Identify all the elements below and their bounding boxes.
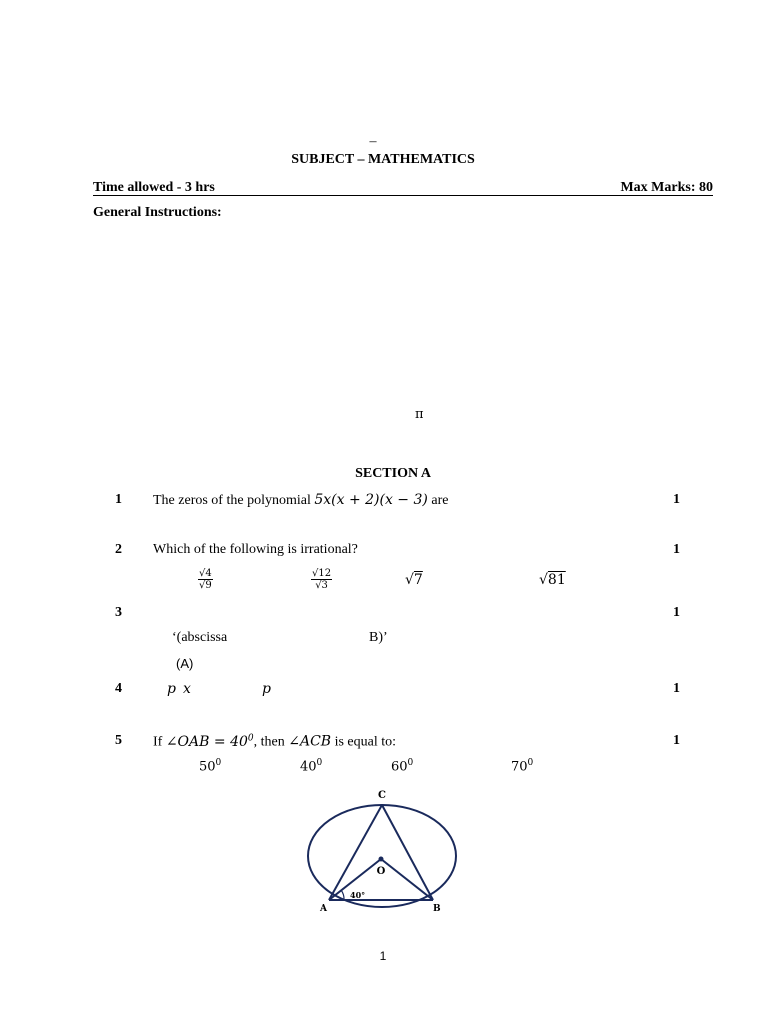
q2-option-d-radicand: 81 xyxy=(547,572,566,588)
q5-mid: , then xyxy=(253,734,285,750)
q2-option-a-num: √4 xyxy=(199,568,212,579)
label-c: C xyxy=(378,790,386,801)
q1-number: 1 xyxy=(115,492,122,507)
q5-option-d xyxy=(511,758,533,774)
q2-option-c-radicand: 7 xyxy=(413,572,423,588)
q5-option-b-exp: 0 xyxy=(316,758,323,768)
header-rule xyxy=(93,195,713,196)
q5-marks: 1 xyxy=(673,733,680,748)
label-o: O xyxy=(376,866,386,877)
circumscribed-circle xyxy=(308,805,456,907)
q5-angle-oab-base: ∠OAB = 40 xyxy=(165,733,248,750)
center-point xyxy=(379,857,384,862)
page-title: SUBJECT – MATHEMATICS xyxy=(291,152,475,167)
q3-marks: 1 xyxy=(673,605,680,620)
q5-option-c-base: 60 xyxy=(391,759,408,775)
q2-option-a-den: √9 xyxy=(199,580,212,591)
header-dash: – xyxy=(369,134,377,149)
q1-text xyxy=(153,492,448,509)
q4-marks: 1 xyxy=(673,681,680,696)
q2-option-c: √7 xyxy=(405,572,423,588)
max-marks: Max Marks: 80 xyxy=(620,180,713,195)
q2-option-d: √81 xyxy=(539,572,566,588)
q5-number: 5 xyxy=(115,733,122,748)
page-number: 1 xyxy=(379,949,387,963)
q5-option-a xyxy=(199,758,221,774)
q2-option-b-num: √12 xyxy=(312,568,332,579)
q5-prefix: If xyxy=(153,734,163,750)
q5-option-c xyxy=(391,758,413,774)
q2-option-a xyxy=(198,568,213,591)
q3-fragment-abscissa: ‘(abscissa xyxy=(172,630,228,645)
q5-option-d-base: 70 xyxy=(511,759,528,775)
q2-marks: 1 xyxy=(673,542,680,557)
q4-var-p: p xyxy=(167,681,176,697)
pi-symbol: π xyxy=(415,407,424,422)
q5-option-a-base: 50 xyxy=(199,759,216,775)
q1-suffix: are xyxy=(431,493,449,508)
q2-number: 2 xyxy=(115,542,122,557)
q2-text: Which of the following is irrational? xyxy=(153,542,358,557)
section-a-title: SECTION A xyxy=(355,466,431,481)
q3-fragment-b: B)’ xyxy=(369,630,388,645)
q5-option-d-exp: 0 xyxy=(527,758,534,768)
q5-option-c-exp: 0 xyxy=(407,758,414,768)
q4-var-x: x xyxy=(183,681,191,697)
q1-stem: The zeros of the polynomial xyxy=(153,493,311,508)
circle-triangle-figure xyxy=(300,786,465,916)
time-allowed: Time allowed - 3 hrs xyxy=(93,180,215,195)
q3-number: 3 xyxy=(115,605,122,620)
radius-ob xyxy=(381,859,433,900)
side-ca xyxy=(329,805,382,900)
q2-option-b xyxy=(311,568,332,591)
q5-text xyxy=(153,733,396,751)
q5-angle-acb: ∠ACB xyxy=(288,733,332,750)
q4-number: 4 xyxy=(115,681,122,696)
q4-var-p2: p xyxy=(262,681,271,697)
general-instructions-heading: General Instructions: xyxy=(93,205,222,220)
label-b: B xyxy=(433,904,441,914)
q5-suffix: is equal to: xyxy=(334,734,397,750)
q5-option-a-exp: 0 xyxy=(215,758,222,768)
q5-option-b xyxy=(300,758,322,774)
q5-angle-oab-exp: 0 xyxy=(247,733,254,743)
q5-angle-oab xyxy=(166,734,254,750)
q2-option-b-den: √3 xyxy=(315,580,328,591)
q1-polynomial: 5x(x + 2)(x − 3) xyxy=(314,492,428,508)
q3-option-a: (A) xyxy=(176,656,194,671)
angle-label: 40° xyxy=(350,890,366,900)
q1-marks: 1 xyxy=(673,492,680,507)
label-a: A xyxy=(320,904,327,914)
side-cb xyxy=(382,805,433,900)
q5-option-b-base: 40 xyxy=(300,759,317,775)
